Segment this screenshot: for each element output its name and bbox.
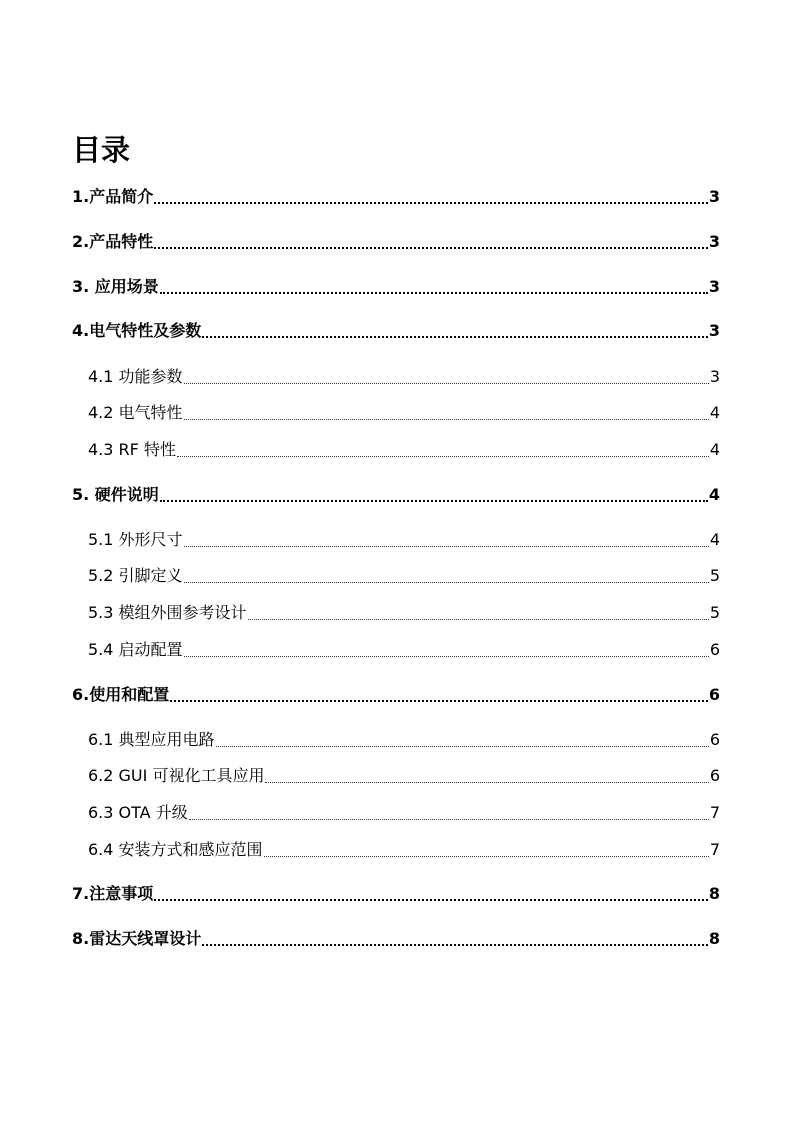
dot-leader xyxy=(154,186,708,208)
toc-entry[interactable] xyxy=(72,928,720,950)
toc-title: 目录 xyxy=(72,133,131,167)
toc-page-number: 3 xyxy=(708,187,720,206)
toc-entry-text: 5.1 外形尺寸 xyxy=(88,530,183,549)
toc-page-number: 4 xyxy=(709,440,720,459)
dot-leader xyxy=(184,639,709,661)
toc-entry[interactable] xyxy=(88,402,720,424)
toc-entry-text: 1.产品简介 xyxy=(72,187,154,206)
toc-entry[interactable] xyxy=(72,684,720,706)
toc-entry[interactable] xyxy=(88,439,720,461)
toc-entry[interactable] xyxy=(88,802,720,824)
toc-entry-text: 4.1 功能参数 xyxy=(88,367,183,386)
toc-entry[interactable] xyxy=(88,639,720,661)
toc-page-number: 6 xyxy=(709,766,720,785)
toc-entry-text: 5.3 模组外围参考设计 xyxy=(88,603,247,622)
toc-entry[interactable] xyxy=(88,839,720,861)
toc-page-number: 4 xyxy=(709,530,720,549)
dot-leader xyxy=(154,231,708,253)
dot-leader xyxy=(184,565,709,587)
toc-page-number: 7 xyxy=(709,803,720,822)
toc-page-number: 5 xyxy=(709,566,720,585)
toc-entry-text: 4.3 RF 特性 xyxy=(88,440,176,459)
toc-entry-text: 7.注意事项 xyxy=(72,884,154,903)
toc-entry-text: 6.2 GUI 可视化工具应用 xyxy=(88,766,265,785)
toc-entry-text: 6.3 OTA 升级 xyxy=(88,803,188,822)
dot-leader xyxy=(177,439,709,461)
toc-entry[interactable] xyxy=(88,602,720,624)
toc-entry-text: 6.使用和配置 xyxy=(72,685,170,704)
dot-leader xyxy=(170,684,708,706)
toc-entry-text: 5.4 启动配置 xyxy=(88,640,183,659)
dot-leader xyxy=(184,529,709,551)
toc-entry-text: 5.2 引脚定义 xyxy=(88,566,183,585)
toc-page-number: 8 xyxy=(708,929,720,948)
toc-entry-text: 8.雷达天线罩设计 xyxy=(72,929,202,948)
toc-entry[interactable] xyxy=(88,366,720,388)
toc-page-number: 4 xyxy=(709,403,720,422)
toc-entry[interactable] xyxy=(72,883,720,905)
toc-page-number: 3 xyxy=(709,367,720,386)
toc-entry[interactable] xyxy=(72,186,720,208)
toc-page-number: 3 xyxy=(708,277,720,296)
toc-entry[interactable] xyxy=(88,729,720,751)
toc-page-number: 3 xyxy=(708,232,720,251)
toc-page-number: 6 xyxy=(709,640,720,659)
dot-leader xyxy=(154,883,708,905)
toc-page-number: 4 xyxy=(708,485,720,504)
dot-leader xyxy=(202,320,708,342)
toc-entry-text: 5. 硬件说明 xyxy=(72,485,159,504)
dot-leader xyxy=(264,839,709,861)
dot-leader xyxy=(189,802,709,824)
toc-entry-text: 4.电气特性及参数 xyxy=(72,321,202,340)
toc-entry-text: 6.1 典型应用电路 xyxy=(88,730,215,749)
toc-entry-text: 6.4 安装方式和感应范围 xyxy=(88,840,263,859)
dot-leader xyxy=(160,484,708,506)
toc-entry[interactable] xyxy=(72,276,720,298)
dot-leader xyxy=(265,765,708,787)
toc-entry[interactable] xyxy=(72,231,720,253)
toc-entry[interactable] xyxy=(88,529,720,551)
toc-page-number: 6 xyxy=(708,685,720,704)
toc-entry-text: 3. 应用场景 xyxy=(72,277,159,296)
toc-entry[interactable] xyxy=(72,484,720,506)
dot-leader xyxy=(202,928,708,950)
toc-page-number: 7 xyxy=(709,840,720,859)
toc-page-number: 3 xyxy=(708,321,720,340)
toc-entry-text: 4.2 电气特性 xyxy=(88,403,183,422)
toc-page-number: 8 xyxy=(708,884,720,903)
toc-entry[interactable] xyxy=(88,765,720,787)
dot-leader xyxy=(216,729,709,751)
dot-leader xyxy=(160,276,708,298)
toc-entry[interactable] xyxy=(72,320,720,342)
toc-page-number: 6 xyxy=(709,730,720,749)
toc-entry[interactable] xyxy=(88,565,720,587)
toc-page-number: 5 xyxy=(709,603,720,622)
dot-leader xyxy=(184,402,709,424)
dot-leader xyxy=(248,602,709,624)
toc-entry-text: 2.产品特性 xyxy=(72,232,154,251)
dot-leader xyxy=(184,366,709,388)
